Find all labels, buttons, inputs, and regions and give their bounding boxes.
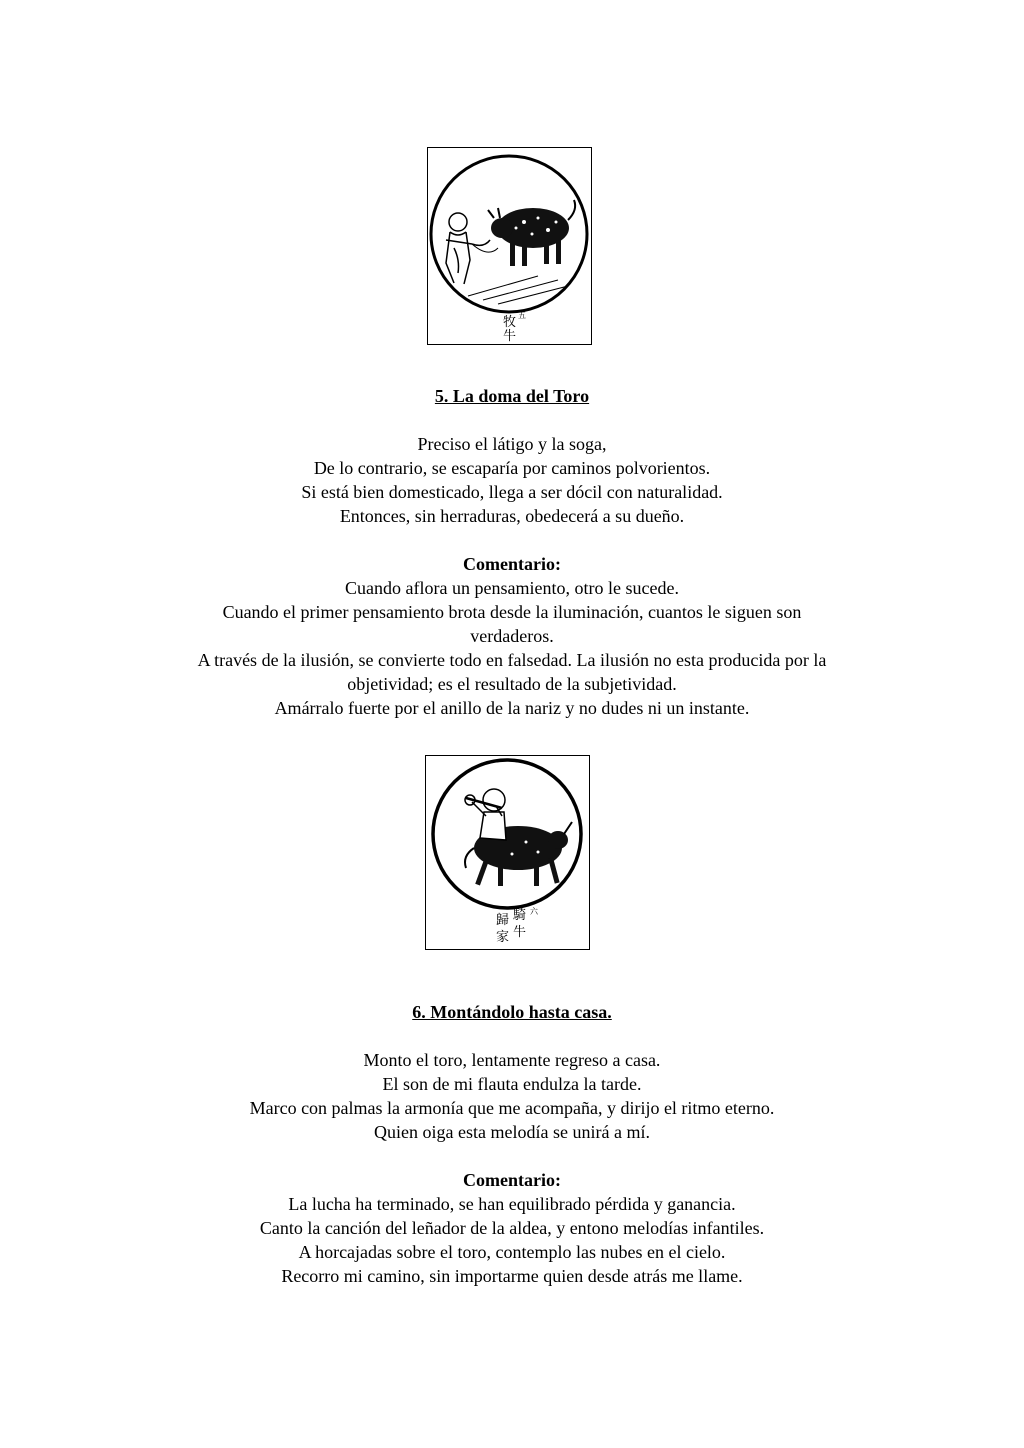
caption-char: 騎 [513, 908, 527, 923]
verse-line: Entonces, sin herraduras, obedecerá a su dueño. [339, 506, 685, 526]
section-5 [0, 384, 1024, 720]
section-6 [0, 1000, 1024, 1288]
comment-line: Amárralo fuerte por el anillo de la nariz y no dudes ni un instante. [274, 698, 750, 718]
comment-label: Comentario: [463, 554, 561, 574]
verse-line: El son de mi flauta endulza la tarde. [382, 1074, 642, 1094]
comment-line: A través de la ilusión, se convierte todo en falsedad. La ilusión no esta producida por la [197, 650, 827, 670]
comment-line: La lucha ha terminado, se han equilibrado pérdida y ganancia. [288, 1194, 736, 1214]
verse-line: Quien oiga esta melodía se unirá a mí. [374, 1122, 650, 1142]
verse-line: Si está bien domesticado, llega a ser dócil con naturalidad. [301, 482, 723, 502]
comment-line: Canto la canción del leñador de la aldea, y entono melodías infantiles. [259, 1218, 765, 1238]
caption-char: 牛 [513, 925, 527, 940]
caption-char: 家 [496, 930, 510, 945]
caption-char: 牧 [503, 315, 517, 330]
comment-line: objetividad; es el resultado de la subjetividad. [347, 674, 677, 694]
comment-line: verdaderos. [470, 626, 554, 646]
comment-line: Cuando el primer pensamiento brota desde la iluminación, cuantos le siguen son [222, 602, 802, 622]
comment-line: A horcajadas sobre el toro, contemplo las nubes en el cielo. [298, 1242, 726, 1262]
number-char: 六 [530, 907, 538, 916]
caption-char: 牛 [503, 329, 517, 344]
verse-line: Monto el toro, lentamente regreso a casa. [363, 1050, 661, 1070]
verse-line: Preciso el látigo y la soga, [417, 434, 607, 454]
comment-line: Cuando aflora un pensamiento, otro le sucede. [345, 578, 679, 598]
section-title: 5. La doma del Toro [434, 386, 590, 406]
comment-label: Comentario: [463, 1170, 561, 1190]
verse-line: De lo contrario, se escaparía por caminos polvorientos. [313, 458, 711, 478]
comment-line: Recorro mi camino, sin importarme quien desde atrás me llame. [281, 1266, 743, 1286]
caption-char: 歸 [496, 913, 510, 928]
number-char: 五 [518, 311, 526, 320]
riding-ox-home-icon [426, 756, 589, 949]
taming-ox-icon [428, 148, 591, 344]
riding-ox-illustration [425, 755, 590, 950]
taming-ox-illustration [427, 147, 592, 345]
section-title: 6. Montándolo hasta casa. [412, 1002, 612, 1022]
verse-line: Marco con palmas la armonía que me acompaña, y dirijo el ritmo eterno. [249, 1098, 775, 1118]
